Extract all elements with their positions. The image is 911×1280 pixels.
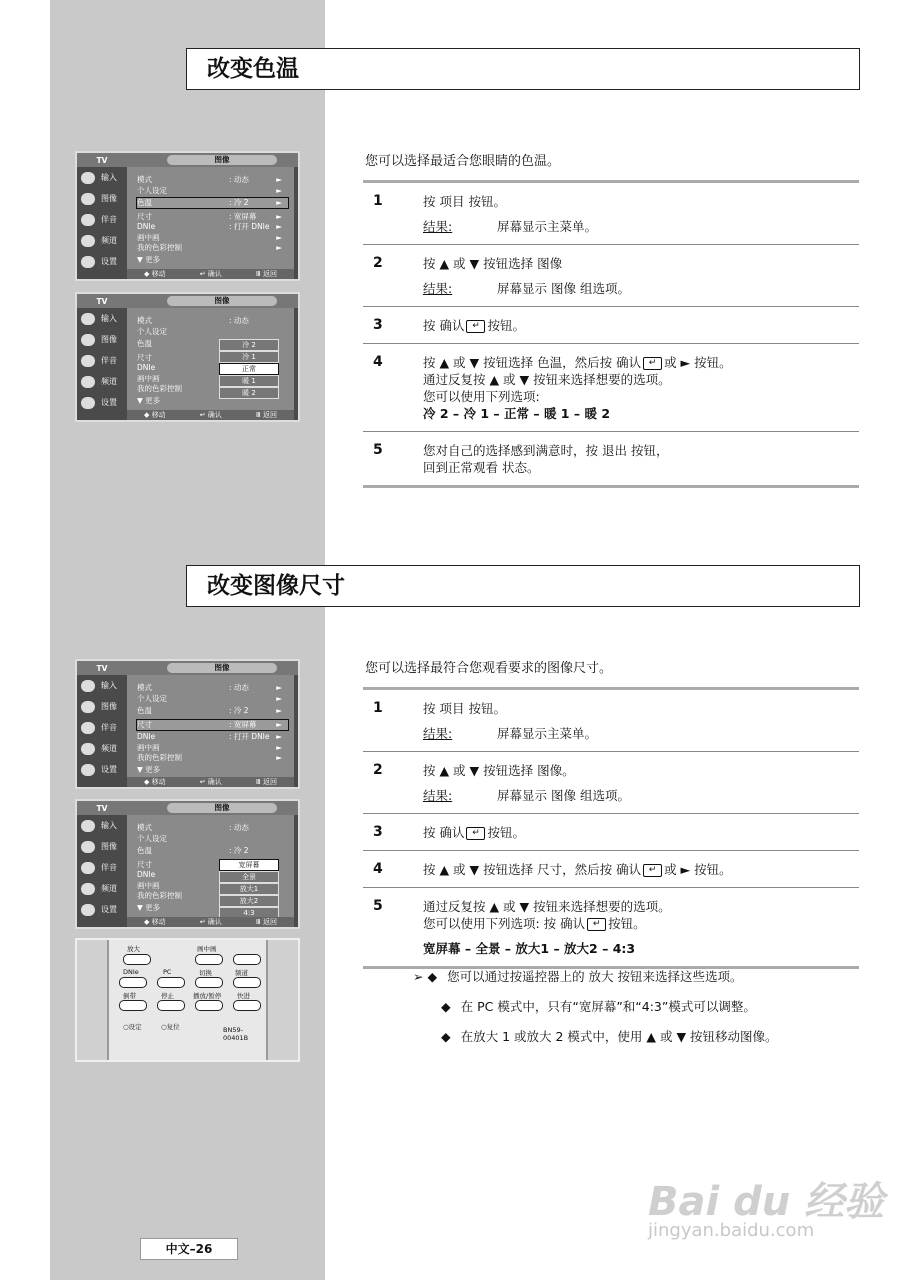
tv-menu-screen-1: TV 图像 输入 图像 伴音 频道 设置 模式 : 动态 ► 个人设定 ► 色温 : 冷 2 ► 尺寸 : 宽屏幕 ► DNIe : 打开 DNIe ► 画中画 ► 我的色彩控制 ► ▼ 更多 ◆ 移动 ↵ 确认 Ⅲ 返回 — [75, 151, 300, 281]
tv-menu-screen-4: TV 图像 输入 图像 伴音 频道 设置 模式 : 动态 个人设定 色温 : 冷 2 尺寸 DNIe 画中画 我的色彩控制 ▼ 更多 宽屏幕 全景 放大1 放大2 4:3 ◆ 移动 ↵ 确认 Ⅲ 返回 — [75, 799, 300, 929]
diamond-icon: ◆ — [441, 999, 451, 1014]
enter-icon: ↵ — [643, 864, 662, 877]
channel-icon — [81, 235, 95, 247]
section2-steps: 1 按 项目 按钮。 结果: 屏幕显示主菜单。 2 按 ▲ 或 ▼ 按钮选择 图像。 结果: 屏幕显示 图像 组选项。 3 按 确认 ↵ 按钮。 4 按 ▲ 或 ▼ 按钮选择 尺寸，然后按 确认 ↵ 或 ► 按钮。 5 通过反复按 ▲ 或 ▼ 按钮来选择想要的选项。 您可以使用下列选项: 按 确认 ↵ 按钮。 宽屏幕 – 全景 – 放大1 – 放大2 – 4:3 — [363, 687, 859, 969]
baidu-watermark-url: jingyan.baidu.com — [648, 1220, 815, 1241]
input-icon — [81, 172, 95, 184]
page-number: 中文–26 — [140, 1238, 238, 1260]
section2-title: 改变图像尺寸 — [186, 565, 860, 607]
note-arrow-icon: ➢ ◆ — [413, 969, 438, 984]
diamond-icon: ◆ — [441, 1029, 451, 1044]
enter-icon: ↵ — [466, 827, 485, 840]
step-3: 3 按 确认 ↵ 按钮。 — [363, 307, 859, 344]
remote-control-illustration: 放大 画中画 DNIe PC 切换 频道 倒带 停止 播放/暂停 快进 ○设定 ○复位 BN59-00401B — [75, 938, 300, 1062]
step-1: 1 按 项目 按钮。 结果: 屏幕显示主菜单。 — [363, 183, 859, 245]
notes: ➢ ◆ 您可以通过按遥控器上的 放大 按钮来选择这些选项。 ◆ 在 PC 模式中，只有“宽屏幕”和“4:3”模式可以调整。 ◆ 在放大 1 或放大 2 模式中，使用 ▲ 或 ▼ 按钮移动图像。 — [413, 962, 778, 1052]
step-4: 4 按 ▲ 或 ▼ 按钮选择 色温，然后按 确认 ↵ 或 ► 按钮。 通过反复按 ▲ 或 ▼ 按钮来选择想要的选项。 您可以使用下列选项: 冷 2 – 冷 1 – 正常 – 暖 1 – 暖 2 — [363, 344, 859, 432]
setup-icon — [81, 256, 95, 268]
temp-dropdown: 冷 2 冷 1 正常 暖 1 暖 2 — [219, 339, 279, 399]
size-dropdown: 宽屏幕 全景 放大1 放大2 4:3 — [219, 859, 279, 919]
section2-intro: 您可以选择最符合您观看要求的图像尺寸。 — [365, 661, 613, 676]
section1-steps — [363, 180, 859, 488]
picture-icon — [81, 193, 95, 205]
tv-menu-screen-2: TV 图像 输入 图像 伴音 频道 设置 模式 : 动态 个人设定 色温 尺寸 DNIe 画中画 我的色彩控制 ▼ 更多 冷 2 冷 1 正常 暖 1 暖 2 ◆ 移动 ↵ 确认 Ⅲ 返回 — [75, 292, 300, 422]
enter-icon: ↵ — [643, 357, 662, 370]
section1-intro: 您可以选择最适合您眼睛的色温。 — [365, 154, 561, 169]
enter-icon: ↵ — [587, 918, 606, 931]
step-5: 5 您对自己的选择感到满意时，按 退出 按钮， 回到正常观看 状态。 — [363, 432, 859, 488]
baidu-watermark: Bai du 经验 — [648, 1179, 885, 1225]
sound-icon — [81, 214, 95, 226]
section1-title: 改变色温 — [186, 48, 860, 90]
step-2: 2 按 ▲ 或 ▼ 按钮选择 图像 结果: 屏幕显示 图像 组选项。 — [363, 245, 859, 307]
tv-menu-screen-3: TV 图像 输入 图像 伴音 频道 设置 模式 : 动态 ► 个人设定 ► 色温 : 冷 2 ► 尺寸 : 宽屏幕 ► DNIe : 打开 DNIe ► 画中画 ► 我的色彩控制 ► ▼ 更多 ◆ 移动 ↵ 确认 Ⅲ 返回 — [75, 659, 300, 789]
enter-icon: ↵ — [466, 320, 485, 333]
